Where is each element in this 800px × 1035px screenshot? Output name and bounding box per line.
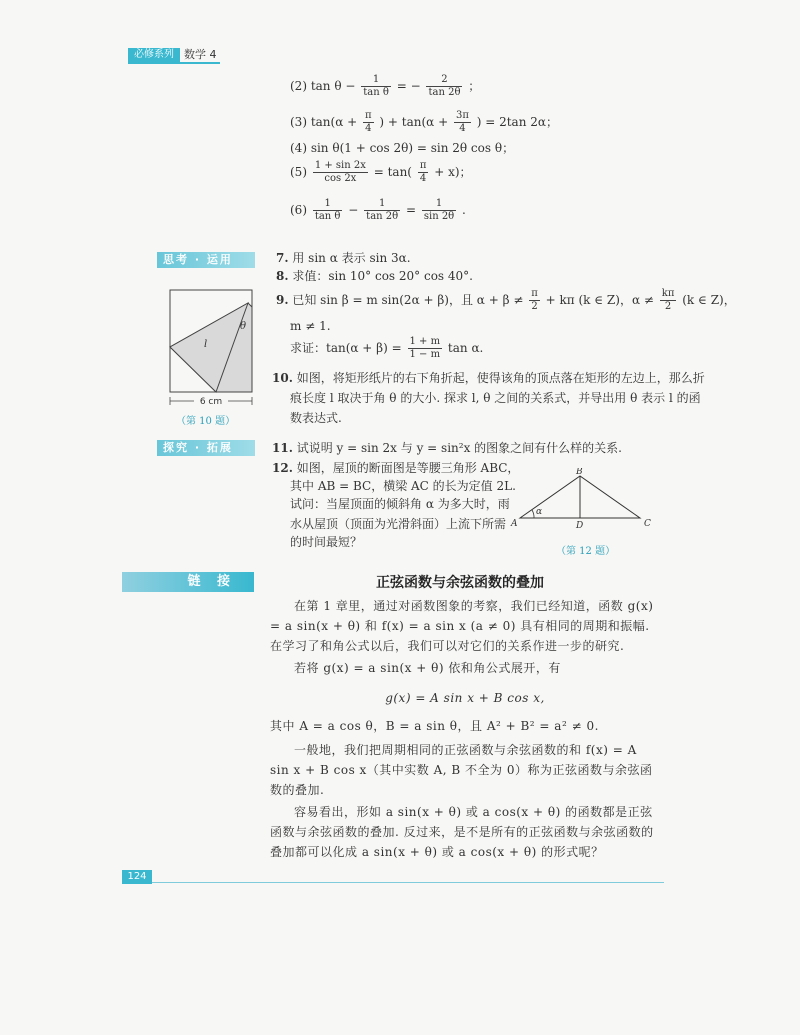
- problem-number: 7.: [276, 251, 289, 265]
- suffix: ；: [468, 79, 481, 93]
- numerator: kπ: [661, 288, 675, 299]
- numerator: 1: [364, 198, 400, 211]
- fraction: [313, 160, 368, 185]
- fraction: [426, 74, 462, 99]
- problem-text: 如图，将矩形纸片的右下角折起，使得该角的顶点落在矩形的左边上，那么折: [296, 371, 705, 385]
- figure-12: [508, 468, 658, 530]
- problem-text: + kπ (k ∈ Z)，α ≠: [545, 293, 654, 307]
- label-D: D: [576, 521, 584, 530]
- problem-number: 11.: [272, 441, 293, 455]
- problem-9-line1: [276, 288, 736, 313]
- problem-9-prove: [290, 336, 483, 361]
- numerator: π: [419, 160, 427, 171]
- section-think-tag: 思考 · 运用: [157, 252, 255, 268]
- denominator: 4: [365, 123, 372, 134]
- exercise-3-label: (3) tan(α +: [290, 115, 358, 129]
- suffix: .: [462, 203, 466, 217]
- problem-text: tan α.: [447, 341, 484, 355]
- problem-text: 用 sin α 表示 sin 3α.: [292, 251, 411, 265]
- book-title: 数学 4: [184, 48, 217, 61]
- operator: −: [348, 203, 359, 217]
- problem-9-line2: m ≠ 1.: [290, 319, 331, 333]
- link-paragraph-3: 其中 A = a cos θ，B = a sin θ，且 A² + B² = a² ≠ 0.: [270, 719, 599, 733]
- problem-text: 求证：tan(α + β) =: [290, 341, 402, 355]
- denominator: tan θ: [314, 211, 341, 222]
- link-paragraph-5: 容易看出，形如 a sin(x + θ) 或 a cos(x + θ) 的函数都是正弦函数与余弦函数的叠加. 反过来，是不是所有的正弦函数与余弦函数的叠加都可以化成 a sin(x + θ) 或 a cos(x + θ) 的形式呢？: [270, 805, 654, 859]
- section-link-tag: 链 接: [122, 572, 254, 592]
- denominator: cos 2x: [324, 173, 357, 184]
- denominator: 1 − m: [409, 349, 441, 360]
- problem-text: 试说明 y = sin 2x 与 y = sin²x 的图象之间有什么样的关系.: [296, 441, 622, 455]
- link-paragraph-4: 一般地，我们把周期相同的正弦函数与余弦函数的和 f(x) = A sin x + B cos x（其中实数 A, B 不全为 0）称为正弦函数与余弦函数的叠加.: [270, 743, 653, 797]
- problem-7: [276, 250, 411, 266]
- exercise-5-label: (5): [290, 165, 307, 179]
- exercise-5: [290, 160, 472, 185]
- problem-number: 8.: [276, 269, 289, 283]
- section-explore-tag: 探究 · 拓展: [157, 440, 255, 456]
- fraction: [408, 336, 443, 361]
- problem-text: (k ∈ Z)，: [682, 293, 736, 307]
- label-l: l: [204, 339, 208, 350]
- page-number: 124: [122, 870, 152, 884]
- exercise-6: [290, 198, 466, 223]
- problem-12-line2: 其中 AB = BC，横梁 AC 的长为定值 2L.: [290, 479, 516, 493]
- operator: = tan(: [373, 165, 412, 179]
- fraction: [361, 74, 391, 99]
- exercise-2-label: (2) tan θ −: [290, 79, 356, 93]
- numerator: 2: [426, 74, 462, 87]
- exercise-6-label: (6): [290, 203, 307, 217]
- problem-text: 求值：sin 10° cos 20° cos 40°.: [292, 269, 473, 283]
- problem-12-line3: 试问：当屋顶面的倾斜角 α 为多大时，雨: [290, 497, 510, 511]
- denominator: tan θ: [363, 87, 389, 98]
- figure-10: [160, 285, 260, 430]
- denominator: tan 2θ: [366, 211, 399, 222]
- problem-11: [272, 440, 622, 456]
- exercise-3: [290, 110, 558, 135]
- fraction: [364, 198, 400, 223]
- label-B: B: [576, 468, 583, 477]
- numerator: π: [365, 110, 372, 121]
- fraction: [418, 160, 429, 185]
- operator: = −: [396, 79, 421, 93]
- operator: ) + tan(α +: [379, 115, 449, 129]
- problem-number: 12.: [272, 461, 293, 475]
- exercise-2: [290, 74, 480, 99]
- link-heading: 正弦函数与余弦函数的叠加: [376, 575, 544, 591]
- figure-12-caption: （第 12 题）: [556, 546, 616, 557]
- problem-12-line4: 水从屋顶（顶面为光滑斜面）上流下所需: [290, 517, 507, 531]
- figure-10-caption: （第 10 题）: [176, 416, 236, 427]
- header-rule: [128, 62, 220, 64]
- problem-10-line3: 数表达式.: [290, 411, 342, 425]
- denominator: 2: [664, 301, 672, 312]
- problem-12-line5: 的时间最短？: [290, 535, 363, 549]
- problem-number: 9.: [276, 293, 289, 307]
- operator: =: [405, 203, 417, 217]
- link-formula: g(x) = A sin x + B cos x,: [385, 691, 545, 705]
- angle-arc: [532, 510, 534, 518]
- link-paragraph-2: 若将 g(x) = a sin(x + θ) 依和角公式展开，有: [294, 661, 561, 675]
- numerator: π: [531, 288, 538, 299]
- denominator: 4: [459, 123, 466, 134]
- fraction: [660, 288, 677, 313]
- suffix: ) = 2tan 2α；: [476, 115, 558, 129]
- numerator: 3π: [455, 110, 469, 121]
- numerator: 1 + m: [409, 336, 441, 347]
- footer-rule: [152, 882, 664, 883]
- suffix: + x)；: [434, 165, 472, 179]
- denominator: sin 2θ: [423, 211, 455, 222]
- link-paragraph-1: 在第 1 章里，通过对函数图象的考察，我们已经知道，函数 g(x) = a sin(x + θ) 和 f(x) = a sin x (a ≠ 0) 具有相同的周期和振幅. 在学习了和角公式以后，我们可以对它们的关系作进一步的研究.: [270, 599, 654, 653]
- fraction: [529, 288, 540, 313]
- exercise-4: (4) sin θ(1 + cos 2θ) = sin 2θ cos θ；: [290, 141, 515, 155]
- denominator: tan 2θ: [428, 87, 461, 98]
- label-alpha: α: [536, 507, 543, 517]
- series-tag: 必修系列: [128, 48, 180, 62]
- numerator: 1 + sin 2x: [314, 160, 366, 171]
- label-C: C: [644, 519, 651, 529]
- problem-8: [276, 268, 473, 284]
- numerator: 1: [422, 198, 456, 211]
- problem-10-line1: [272, 370, 705, 386]
- numerator: 1: [361, 74, 391, 87]
- label-A: A: [511, 519, 518, 529]
- problem-12-line1: [272, 460, 519, 476]
- width-label: 6 cm: [199, 397, 223, 407]
- numerator: 1: [313, 198, 343, 211]
- problem-text: 如图，屋顶的断面图是等腰三角形 ABC，: [296, 461, 520, 475]
- denominator: 2: [531, 301, 538, 312]
- fraction: [422, 198, 456, 223]
- fraction: [363, 110, 374, 135]
- label-theta: θ: [240, 321, 247, 332]
- denominator: 4: [419, 173, 427, 184]
- problem-number: 10.: [272, 371, 293, 385]
- problem-text: 已知 sin β = m sin(2α + β)，且 α + β ≠: [292, 293, 524, 307]
- fraction: [454, 110, 471, 135]
- fraction: [313, 198, 343, 223]
- problem-10-line2: 痕长度 l 取决于角 θ 的大小. 探求 l, θ 之间的关系式，并导出用 θ 表示 l 的函: [290, 391, 701, 405]
